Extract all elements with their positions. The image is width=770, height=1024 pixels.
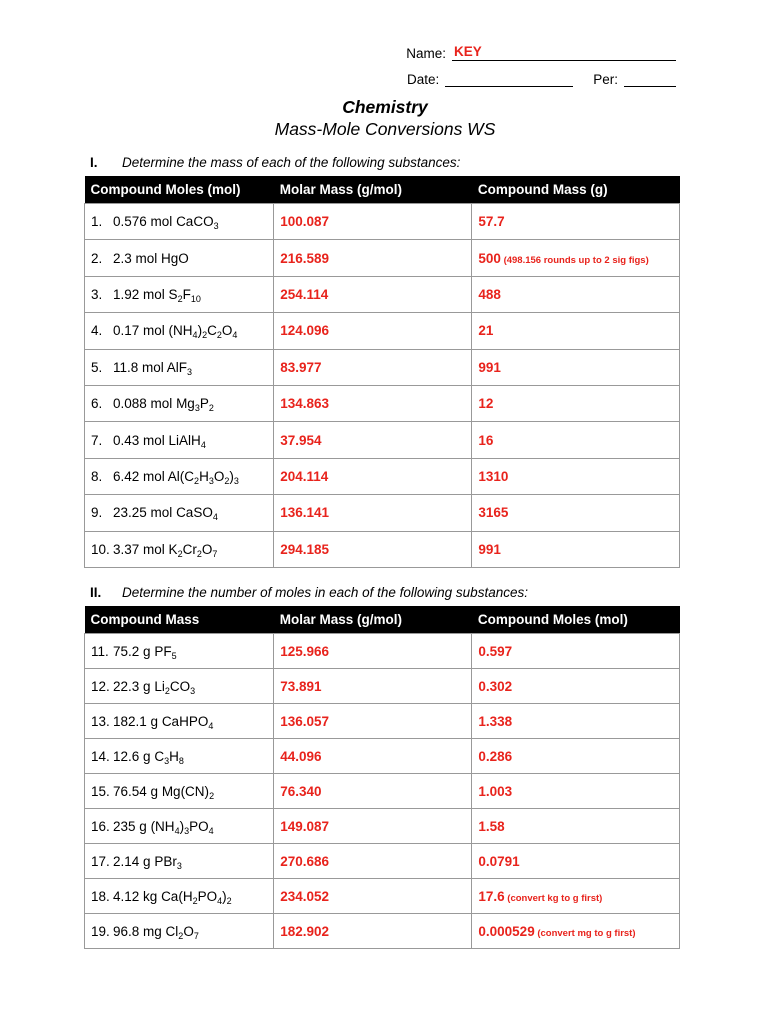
- col-header-compound-moles: Compound Moles (mol): [472, 606, 680, 634]
- answer-value: 1310: [478, 468, 509, 484]
- section-1-number: I.: [90, 155, 98, 170]
- molar-mass-cell: 136.141: [274, 495, 472, 531]
- moles-table-body: [85, 634, 680, 949]
- problem-formula: $K_2Cr_2O_7$: [168, 541, 218, 559]
- molar-mass-cell: 124.096: [274, 313, 472, 349]
- compound-cell: [85, 774, 274, 809]
- problem-amount: 0.088 mol: [113, 396, 173, 412]
- answer-value: 991: [478, 541, 501, 557]
- table-row: [85, 385, 680, 421]
- compound-cell: [85, 458, 274, 494]
- problem-number: 6.: [91, 396, 103, 412]
- problem-number: 3.: [91, 286, 103, 302]
- answer-cell: [472, 634, 680, 669]
- molar-mass-cell: 204.114: [274, 458, 472, 494]
- problem-amount: 6.42 mol: [113, 468, 165, 484]
- table-row: [85, 495, 680, 531]
- col-header-molar-mass: Molar Mass (g/mol): [274, 176, 472, 204]
- problem-number: 9.: [91, 505, 103, 521]
- problem-formula: CaCO$_3$: [176, 214, 219, 232]
- molar-mass-cell: 100.087: [274, 204, 472, 240]
- answer-cell: [472, 844, 680, 879]
- answer-cell: [472, 458, 680, 494]
- problem-number: 7.: [91, 432, 103, 448]
- page-title: Chemistry: [342, 97, 428, 117]
- answer-value: 1.003: [478, 783, 513, 799]
- compound-cell: [85, 313, 274, 349]
- table-row: [85, 240, 680, 276]
- section-2-instruction: Determine the number of moles in each of the following substances:: [122, 585, 528, 600]
- problem-formula: $Cl_2O_7$: [165, 923, 199, 941]
- table-row: [85, 634, 680, 669]
- answer-cell: [472, 385, 680, 421]
- answer-cell: [472, 204, 680, 240]
- table-row: [85, 774, 680, 809]
- date-field[interactable]: [445, 70, 573, 87]
- compound-cell: [85, 879, 274, 914]
- compound-cell: [85, 204, 274, 240]
- problem-formula: PBr$_3$: [154, 853, 182, 871]
- answer-value: 500: [478, 250, 501, 266]
- problem-formula: $PF_5$: [154, 643, 177, 661]
- problem-formula: $S_2F_{10}$: [168, 286, 201, 304]
- problem-amount: 76.54 g: [113, 783, 159, 799]
- compound-cell: [85, 240, 274, 276]
- problem-number: 1.: [91, 214, 103, 230]
- table-row: [85, 349, 680, 385]
- table-row: [85, 276, 680, 312]
- section-2-number: II.: [90, 585, 102, 600]
- compound-cell: [85, 844, 274, 879]
- answer-value: 57.7: [478, 214, 505, 230]
- molar-mass-cell: 136.057: [274, 704, 472, 739]
- problem-amount: 3.37 mol: [113, 541, 165, 557]
- answer-value: 1.58: [478, 818, 505, 834]
- problem-amount: 23.25 mol: [113, 505, 173, 521]
- answer-cell: [472, 739, 680, 774]
- table-row: [85, 422, 680, 458]
- table-row: [85, 204, 680, 240]
- problem-formula: $(NH_4)_3PO_4$: [150, 818, 214, 836]
- table-row: [85, 704, 680, 739]
- problem-formula: $(NH_4)_2C_2O_4$: [168, 323, 238, 341]
- moles-table-header: [85, 606, 680, 634]
- compound-cell: [85, 531, 274, 567]
- compound-cell: [85, 634, 274, 669]
- col-header-compound-mass: Compound Mass: [85, 606, 274, 634]
- compound-cell: [85, 422, 274, 458]
- col-header-compound-mass: Compound Mass (g): [472, 176, 680, 204]
- mass-table: [84, 176, 680, 568]
- answer-cell: [472, 349, 680, 385]
- molar-mass-cell: 254.114: [274, 276, 472, 312]
- problem-amount: 4.12 kg: [113, 888, 158, 904]
- answer-value: 0.302: [478, 678, 513, 694]
- answer-cell: [472, 240, 680, 276]
- name-field[interactable]: [452, 44, 676, 61]
- problem-number: 17.: [91, 853, 110, 869]
- problem-number: 15.: [91, 783, 110, 799]
- answer-note: (498.156 rounds up to 2 sig figs): [500, 254, 649, 266]
- molar-mass-cell: 182.902: [274, 914, 472, 949]
- answer-note: (convert mg to g first): [534, 927, 636, 939]
- answer-value: 16: [478, 432, 494, 448]
- problem-formula: $C_3H_8$: [154, 748, 184, 766]
- table-row: [85, 458, 680, 494]
- problem-number: 4.: [91, 323, 103, 339]
- problem-formula: CaHPO$_4$: [161, 713, 214, 731]
- problem-formula: $Mg(CN)_2$: [161, 783, 215, 801]
- problem-number: 19.: [91, 923, 110, 939]
- answer-value: 488: [478, 286, 501, 302]
- moles-table: [84, 606, 680, 949]
- problem-number: 5.: [91, 359, 103, 375]
- problem-amount: 0.576 mol: [113, 214, 173, 230]
- answer-cell: [472, 531, 680, 567]
- molar-mass-cell: 125.966: [274, 634, 472, 669]
- answer-value: 3165: [478, 505, 509, 521]
- problem-amount: 0.17 mol: [113, 323, 165, 339]
- answer-value: 991: [478, 359, 501, 375]
- problem-number: 18.: [91, 888, 110, 904]
- compound-cell: [85, 276, 274, 312]
- molar-mass-cell: 37.954: [274, 422, 472, 458]
- problem-number: 12.: [91, 678, 110, 694]
- problem-amount: 1.92 mol: [113, 286, 165, 302]
- name-row: [406, 44, 676, 61]
- table-row: [85, 809, 680, 844]
- problem-amount: 2.14 g: [113, 853, 151, 869]
- answer-value: 0.000529: [478, 923, 535, 939]
- table-row: [85, 879, 680, 914]
- compound-cell: [85, 914, 274, 949]
- answer-value: 21: [478, 323, 494, 339]
- problem-amount: 182.1 g: [113, 713, 159, 729]
- problem-number: 2.: [91, 250, 103, 266]
- problem-formula: HgO: [161, 250, 189, 266]
- molar-mass-cell: 73.891: [274, 669, 472, 704]
- mass-table-body: [85, 204, 680, 568]
- name-label: Name:: [406, 46, 446, 61]
- date-per-row: [407, 70, 676, 87]
- problem-amount: 2.3 mol: [113, 250, 158, 266]
- problem-number: 14.: [91, 748, 110, 764]
- molar-mass-cell: 134.863: [274, 385, 472, 421]
- problem-number: 13.: [91, 713, 110, 729]
- answer-cell: [472, 879, 680, 914]
- problem-formula: $Li_2CO_3$: [154, 678, 196, 696]
- period-field[interactable]: [624, 70, 676, 87]
- problem-amount: 235 g: [113, 818, 147, 834]
- problem-formula: LiAlH$_4$: [168, 432, 206, 450]
- answer-value: 17.6: [478, 888, 505, 904]
- problem-formula: $Al(C_2H_3O_2)_3$: [167, 468, 239, 486]
- molar-mass-cell: 216.589: [274, 240, 472, 276]
- section-1-instruction: Determine the mass of each of the following substances:: [122, 155, 461, 170]
- answer-value: 0.597: [478, 643, 513, 659]
- answer-cell: [472, 669, 680, 704]
- problem-amount: 11.8 mol: [113, 359, 164, 375]
- answer-cell: [472, 914, 680, 949]
- answer-cell: [472, 313, 680, 349]
- table-row: [85, 531, 680, 567]
- problem-amount: 96.8 mg: [113, 923, 162, 939]
- table-row: [85, 313, 680, 349]
- molar-mass-cell: 76.340: [274, 774, 472, 809]
- table-row: [85, 844, 680, 879]
- problem-amount: 22.3 g: [113, 678, 151, 694]
- col-header-compound-moles: Compound Moles (mol): [85, 176, 274, 204]
- answer-cell: [472, 704, 680, 739]
- page-subtitle: Mass-Mole Conversions WS: [274, 119, 496, 139]
- problem-formula: $Mg_3P_2$: [176, 396, 214, 414]
- molar-mass-cell: 44.096: [274, 739, 472, 774]
- problem-formula: $Ca(H_2PO_4)_2$: [161, 888, 232, 906]
- compound-cell: [85, 495, 274, 531]
- answer-value: 0.0791: [478, 853, 520, 869]
- problem-number: 10.: [91, 541, 110, 557]
- molar-mass-cell: 234.052: [274, 879, 472, 914]
- answer-cell: [472, 809, 680, 844]
- molar-mass-cell: 83.977: [274, 349, 472, 385]
- molar-mass-cell: 270.686: [274, 844, 472, 879]
- name-value: KEY: [454, 44, 482, 59]
- problem-amount: 75.2 g: [113, 643, 151, 659]
- compound-cell: [85, 739, 274, 774]
- table-row: [85, 739, 680, 774]
- compound-cell: [85, 669, 274, 704]
- compound-cell: [85, 704, 274, 739]
- answer-value: 1.338: [478, 713, 513, 729]
- problem-formula: CaSO$_4$: [176, 505, 218, 523]
- problem-amount: 0.43 mol: [113, 432, 165, 448]
- molar-mass-cell: 294.185: [274, 531, 472, 567]
- compound-cell: [85, 809, 274, 844]
- compound-cell: [85, 349, 274, 385]
- date-label: Date:: [406, 72, 440, 87]
- answer-note: (convert kg to g first): [504, 892, 603, 904]
- problem-formula: AlF$_3$: [166, 359, 193, 377]
- problem-number: 8.: [91, 468, 103, 484]
- molar-mass-cell: 149.087: [274, 809, 472, 844]
- col-header-molar-mass: Molar Mass (g/mol): [274, 606, 472, 634]
- answer-cell: [472, 276, 680, 312]
- table-row: [85, 914, 680, 949]
- answer-cell: [472, 422, 680, 458]
- answer-cell: [472, 774, 680, 809]
- problem-amount: 12.6 g: [113, 748, 151, 764]
- compound-cell: [85, 385, 274, 421]
- answer-value: 0.286: [478, 748, 513, 764]
- problem-number: 11.: [91, 643, 109, 659]
- problem-number: 16.: [91, 818, 110, 834]
- mass-table-header: [85, 176, 680, 204]
- answer-cell: [472, 495, 680, 531]
- answer-value: 12: [478, 396, 494, 412]
- per-label: Per:: [593, 72, 618, 87]
- table-row: [85, 669, 680, 704]
